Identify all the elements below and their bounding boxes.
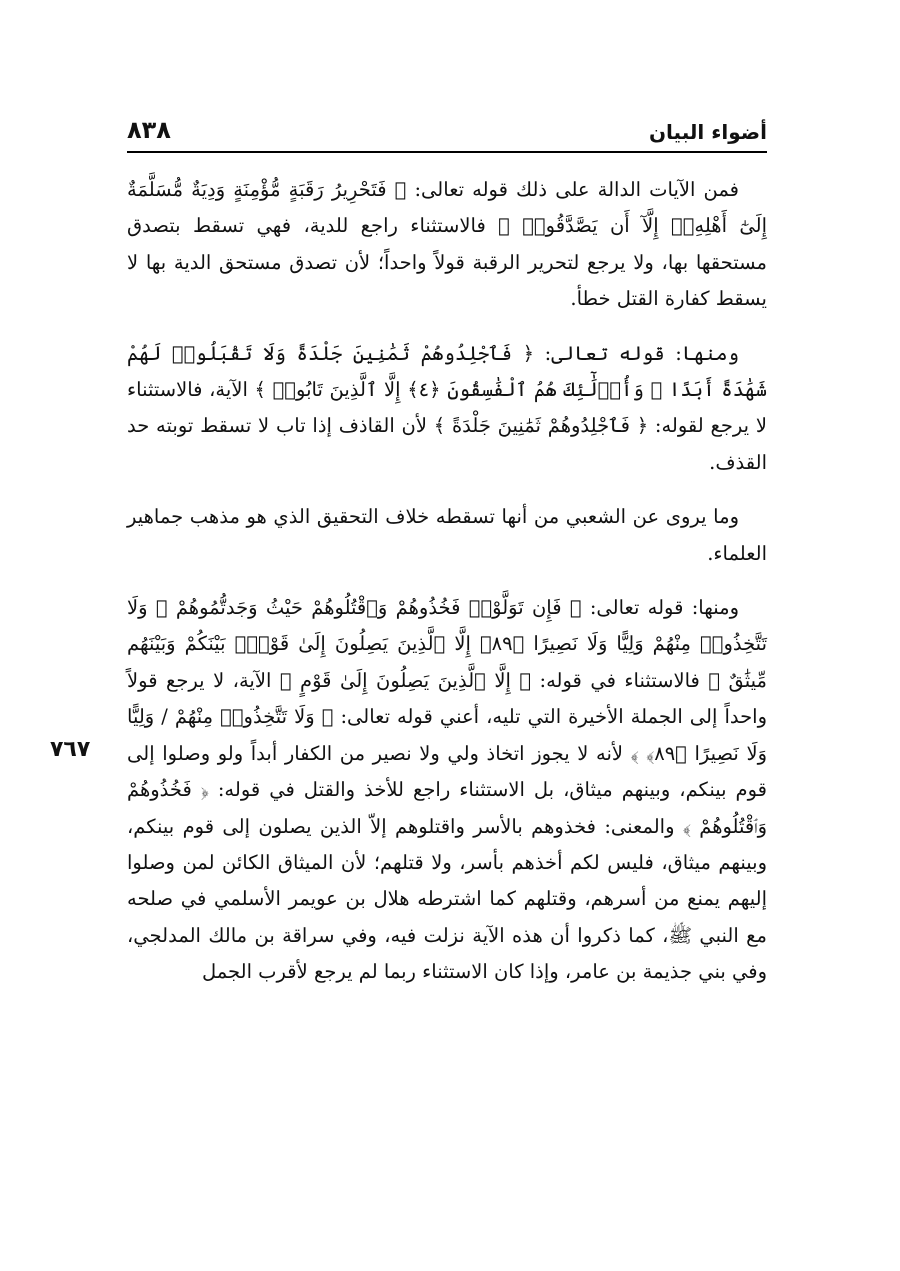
paragraph-4: ومنها: قوله تعالى: ﴿ فَإِن تَوَلَّوْا۟ فَخُذُوهُمْ وَٱقْتُلُوهُمْ حَيْثُ وَجَدتُّمُوهُمْ ۖ وَلَا تَتَّخِذُوا۟ مِنْهُمْ وَلِيًّا وَلَا نَصِيرًا ﴿٨٩﴾ إِلَّا ٱلَّذِينَ يَصِلُونَ إِلَىٰ قَوْمٍۭ بَيْنَكُمْ وَبَيْنَهُم مِّيثَٰقٌ ﴾ فالاستثناء في قوله: ﴿ إِلَّا ٱلَّذِينَ يَصِلُونَ إِلَىٰ قَوْمٍ ﴾ الآية، لا يرجع قولاً واحداً إلى الجملة الأخيرة التي تليه، أعني قوله تعالى: ﴿ وَلَا تَتَّخِذُوا۟ مِنْهُمْ / وَلِيًّا وَلَا نَصِيرًا ﴿٨٩﴾ ﴾ لأنه لا يجوز اتخاذ ولي ولا نصير من الكفار أبداً ولو وصلوا إلى قوم بينكم، وبينهم ميثاق، بل الاستثناء راجع للأخذ والقتل في قوله: ﴿ فَخُذُوهُمْ وَٱقْتُلُوهُمْ ﴾ والمعنى: فخذوهم بالأسر واقتلوهم إلاّ الذين يصلون إلى قوم بينكم، وبينهم ميثاق، فليس لكم أخذهم بأسر، ولا قتلهم؛ لأن الميثاق الكائن لمن وصلوا إليهم يمنع من أسرهم، وقتلهم كما اشترطه هلال بن عويمر الأسلمي في صلحه مع النبي ﷺ، كما ذكروا أن هذه الآية نزلت فيه، وفي سراقة بن مالك المدلجي، وفي بني جذيمة بن عامر، وإذا كان الاستثناء ربما لم يرجع لأقرب الجمل <box>127 596 767 984</box>
paragraph-1: فمن الآيات الدالة على ذلك قوله تعالى: ﴿ فَتَحْرِيرُ رَقَبَةٍ مُّؤْمِنَةٍ وَدِيَةٌ مُّسَلَّمَةٌ إِلَىٰٓ أَهْلِهِۦٓ إِلَّآ أَن يَصَّدَّقُوا۟ ﴾ فالاستثناء راجع للدية، فهي تسقط بتصدق مستحقها بها، ولا يرجع لتحرير الرقبة قولاً واحداً؛ لأن تصدق مستحق الدية بها لا يسقط كفارة القتل خطأ. <box>127 178 767 311</box>
header-rule <box>127 151 767 153</box>
page-header <box>127 110 767 150</box>
page-body <box>127 172 767 1009</box>
paragraph-2: ومنها: قوله تعالى: ﴿ فَٱجْلِدُوهُمْ ثَمَٰنِينَ جَلْدَةً وَلَا تَقْبَلُوا۟ لَهُمْ شَهَٰدَةً أَبَدًا ۚ وَأُو۟لَٰٓئِكَ هُمُ ٱلْفَٰسِقُونَ ﴿٤﴾ إِلَّا ٱلَّذِينَ تَابُوا۟ ﴾ الآية، فالاستثناء لا يرجع لقوله: ﴿ فَٱجْلِدُوهُمْ ثَمَٰنِينَ جَلْدَةً ﴾ لأن القاذف إذا تاب لا تسقط توبته حد القذف. <box>127 341 767 474</box>
book-title: أضواء البيان <box>648 120 767 144</box>
margin-page-marker: ٧٦٧ <box>50 737 91 762</box>
page-number: ٨٣٨ <box>127 116 171 144</box>
paragraph-3: وما يروى عن الشعبي من أنها تسقطه خلاف التحقيق الذي هو مذهب جماهير العلماء. <box>127 505 767 565</box>
